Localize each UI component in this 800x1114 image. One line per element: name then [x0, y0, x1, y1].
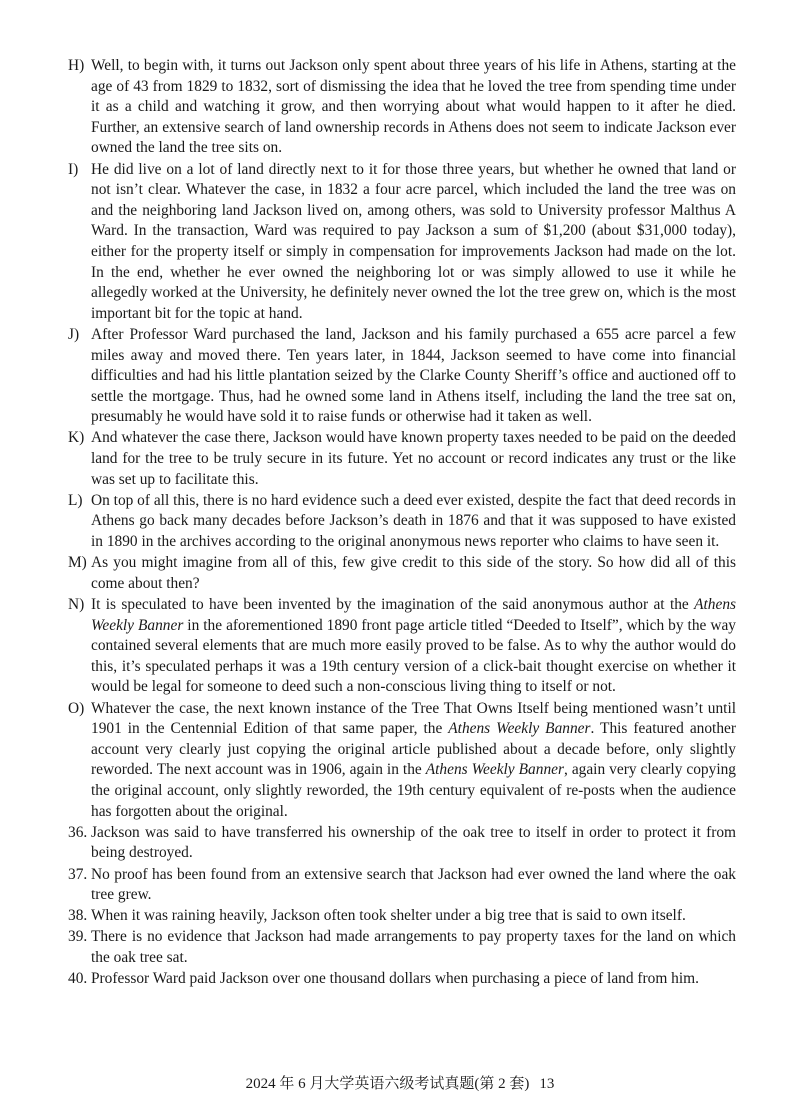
paragraph-text	[91, 428, 736, 490]
question-text: Jackson was said to have transferred his ownership of the oak tree to itself in order to protect it from being destroyed.	[91, 823, 736, 862]
newspaper-title: Athens Weekly Banner	[91, 596, 736, 634]
paragraph-l	[68, 491, 736, 553]
question-text: No proof has been found from an extensive search that Jackson had ever owned the land where the oak tree grew.	[91, 865, 736, 904]
question-37	[68, 865, 736, 906]
paragraph-label: N)	[68, 596, 85, 613]
paragraph-j	[68, 325, 736, 428]
text-run: As you might imagine from all of this, few give credit to this side of the story. So how did all of this come about then?	[91, 554, 736, 592]
paragraph-label: L)	[68, 491, 83, 509]
paragraph-label: M)	[68, 554, 87, 572]
paragraph-label: I)	[68, 160, 79, 178]
paragraph-text	[91, 160, 736, 325]
text-run: . This featured another account very clearly just copying the original article published about a decade before, only slightly reworded. The next account was in 1906, again in the	[91, 720, 736, 779]
paragraph-label: J)	[68, 325, 80, 343]
question-text: When it was raining heavily, Jackson often took shelter under a big tree that is said to own itself.	[91, 907, 686, 925]
question-text: There is no evidence that Jackson had made arrangements to pay property taxes for the land on which the oak tree sat.	[91, 928, 736, 967]
paragraph-label: K)	[68, 429, 85, 447]
paragraph-text	[91, 553, 736, 594]
paragraph-text	[91, 699, 736, 823]
page-number: 13	[539, 1076, 555, 1092]
paragraph-n	[68, 595, 736, 698]
question-number: 36.	[68, 823, 88, 841]
question-36	[68, 823, 736, 864]
paragraph-text	[91, 491, 736, 553]
paragraph-i	[68, 160, 736, 325]
newspaper-title: Athens Weekly Banner	[425, 761, 564, 779]
paragraph-label: H)	[68, 57, 85, 74]
question-list	[68, 823, 736, 990]
newspaper-title: Athens Weekly Banner	[448, 720, 591, 738]
passage-paragraphs	[68, 56, 736, 822]
paragraph-k	[68, 428, 736, 490]
paragraph-text	[91, 595, 736, 698]
paragraph-text	[91, 325, 736, 428]
page-footer	[0, 1072, 800, 1093]
question-text: Professor Ward paid Jackson over one thousand dollars when purchasing a piece of land from him.	[91, 970, 699, 988]
text-run: Whatever the case, the next known instance of the Tree That Owns Itself being mentioned wasn’t until 1901 in the Centennial Edition of that same paper, the	[91, 699, 736, 738]
paragraph-m	[68, 553, 736, 594]
paragraph-text	[91, 56, 736, 159]
question-number: 38.	[68, 907, 88, 925]
text-run: Well, to begin with, it turns out Jackson only spent about three years of his life in Athens, starting at the age of 43 from 1829 to 1832, sort of dismissing the idea that he loved the tree from spending time under it as a child and watching it grow, and then worrying about what would happen to it after he died. Further, an extensive search of land ownership records in Athens does not seem to indicate Jackson ever owned the land the tree sits on.	[91, 57, 736, 157]
text-run: in the aforementioned 1890 front page article titled “Deeded to Itself”, which by the way contained several elements that are much more easily proved to be false. As to why the author would do this, it’s speculated perhaps it was a 19th century version of a click-bait thought exercise on whether it would be legal for someone to deed such a non-conscious living thing to itself or not.	[91, 616, 736, 696]
paragraph-h	[68, 56, 736, 159]
footer-title: 2024 年 6 月大学英语六级考试真题(第 2 套)	[245, 1076, 530, 1092]
paragraph-o	[68, 699, 736, 823]
text-run: After Professor Ward purchased the land, Jackson and his family purchased a 655 acre parcel a few miles away and moved there. Ten years later, in 1844, Jackson seemed to have come into financial difficulties and had his little plantation seized by the Clarke County Sheriff’s office and auctioned off to settle the mortgage. Thus, had he owned some land in Athens itself, including the land the tree sat on, presumably he would have sold it to raise funds or otherwise had it taken as well.	[91, 325, 736, 426]
text-run: On top of all this, there is no hard evidence such a deed ever existed, despite the fact that deed records in Athens go back many decades before Jackson’s death in 1876 and that it was supposed to have existed in 1890 in the archives according to the original anonymous news reporter who claims to have seen it.	[91, 491, 736, 551]
text-run: , again very clearly copying the original account, only slightly reworded, the 19th century equivalent of re-posts when the audience has forgotten about the original.	[91, 761, 736, 820]
text-run: He did live on a lot of land directly next to it for those three years, but whether he owned that land or not isn’t clear. Whatever the case, in 1832 a four acre parcel, which included the land the tree was on and the neighboring land Jackson lived on, among others, was sold to University professor Malthus A Ward. In the transaction, Ward was required to pay Jackson a sum of $1,200 (about $31,000 today), either for the property itself or simply in compensation for improvements Jackson had made on the lot. In the end, whether he ever owned the neighboring lot or was simply allowed to use it while he allegedly worked at the University, he definitely never owned the lot the tree grew on, which is the most important bit for the topic at hand.	[91, 160, 736, 322]
paragraph-label: O)	[68, 699, 85, 717]
question-40	[68, 969, 736, 990]
question-number: 37.	[68, 865, 88, 883]
question-number: 40.	[68, 970, 88, 988]
text-run: It is speculated to have been invented by the imagination of the said anonymous author at the	[91, 596, 695, 613]
question-number: 39.	[68, 928, 88, 946]
passage-content	[68, 56, 736, 990]
question-39	[68, 927, 736, 968]
text-run: And whatever the case there, Jackson would have known property taxes needed to be paid on the deeded land for the tree to be truly secure in its future. Yet no account or record indicates any trust or the like was set up to facilitate this.	[91, 429, 736, 488]
question-38	[68, 906, 736, 927]
